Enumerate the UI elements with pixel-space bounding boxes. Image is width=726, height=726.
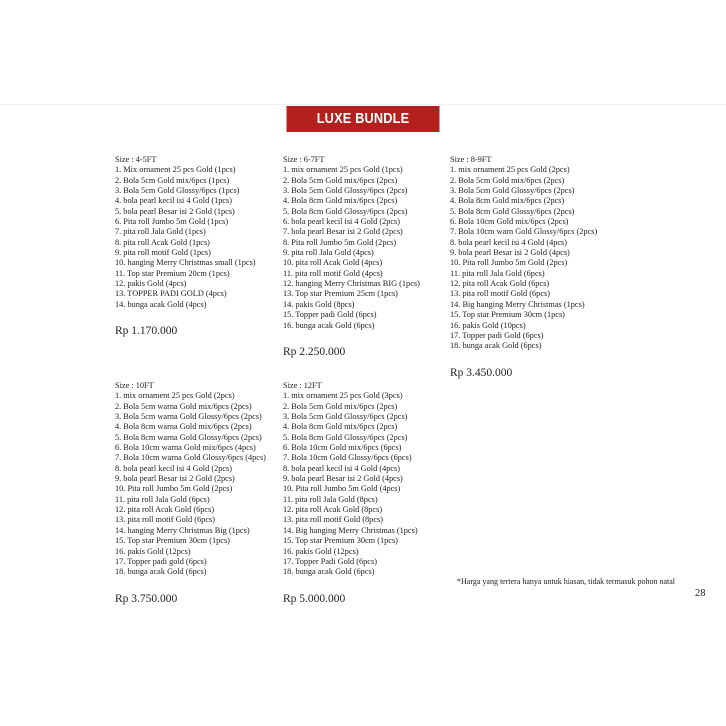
list-item: 5. Bola 8cm Gold Glossy/6pcs (2pcs) bbox=[283, 206, 408, 216]
list-item: 16. pakis Gold (10pcs) bbox=[450, 320, 526, 330]
list-item: 1. mix ornament 25 pcs Gold (2pcs) bbox=[450, 165, 570, 175]
list-item: 9. bola pearl Besar isi 2 Gold (4pcs) bbox=[283, 474, 403, 484]
list-item: 6. Bola 10cm Gold mix/6pcs (2pcs) bbox=[450, 217, 569, 227]
list-item: 2. Bola 5cm Gold mix/6pcs (2pcs) bbox=[450, 175, 565, 185]
list-item: 17. Topper Padi Gold (6pcs) bbox=[283, 556, 377, 566]
list-item: 9. pita roll Jala Gold (4pcs) bbox=[283, 248, 374, 258]
list-item: 10. pita roll Acak Gold (4pcs) bbox=[283, 258, 383, 268]
price: Rp 1.170.000 bbox=[115, 325, 178, 338]
list-item: 15. Top star Premium 30cm (1pcs) bbox=[115, 536, 230, 546]
list-item: 8. Pita roll Jumbo 5m Gold (2pcs) bbox=[283, 237, 397, 247]
list-item: 14. Big hanging Merry Christmas (1pcs) bbox=[283, 525, 418, 535]
list-item: 11. pita roll Jala Gold (6pcs) bbox=[450, 268, 545, 278]
list-item: 2. Bola 5cm Gold mix/6pcs (2pcs) bbox=[283, 401, 398, 411]
list-item: 4. Bola 8cm Gold mix/6pcs (2pcs) bbox=[283, 196, 398, 206]
list-item: 8. bola pearl kecil isi 4 Gold (4pcs) bbox=[450, 237, 568, 247]
list-item: 12. pita roll Acak Gold (6pcs) bbox=[450, 279, 550, 289]
list-item: 18. bunga acak Gold (6pcs) bbox=[283, 567, 375, 577]
list-item: 9. bola pearl Besar isi 2 Gold (2pcs) bbox=[115, 474, 235, 484]
footnote: *Harga yang tertera hanya untuk hiasan, tidak termasuk pohon natal bbox=[457, 577, 676, 586]
list-item: 3. Bola 5cm Gold Glossy/6pcs (2pcs) bbox=[283, 186, 408, 196]
list-item: 15. Topper padi Gold (6pcs) bbox=[283, 310, 377, 320]
list-item: 8. pita roll Acak Gold (1pcs) bbox=[115, 237, 210, 247]
list-item: 3. Bola 5cm warna Gold Glossy/6pcs (2pcs) bbox=[115, 412, 262, 422]
list-item: 11. pita roll Jala Gold (8pcs) bbox=[283, 494, 378, 504]
list-item: 15. Top star Premium 30cm (1pcs) bbox=[450, 310, 565, 320]
list-item: 3. Bola 5cm Gold Glossy/6pcs (2pcs) bbox=[283, 412, 408, 422]
list-item: 16. pakis Gold (12pcs) bbox=[115, 546, 191, 556]
item-list bbox=[115, 165, 256, 310]
bundle-6-7ft bbox=[283, 155, 420, 357]
list-item: 16. bunga acak Gold (6pcs) bbox=[283, 320, 375, 330]
list-item: 1. Mix ornament 25 pcs Gold (1pcs) bbox=[115, 165, 236, 175]
price: Rp 3.450.000 bbox=[450, 366, 513, 379]
list-item: 14. hanging Merry Christmas Big (1pcs) bbox=[115, 525, 250, 535]
bundle-12ft bbox=[283, 381, 418, 604]
header-divider bbox=[0, 104, 726, 105]
list-item: 6. Bola 10cm Gold mix/6pcs (6pcs) bbox=[283, 443, 402, 453]
page-title-banner: LUXE BUNDLE bbox=[287, 106, 440, 132]
list-item: 17. Topper padi Gold (6pcs) bbox=[450, 330, 544, 340]
list-item: 5. Bola 8cm Gold Glossy/6pcs (2pcs) bbox=[450, 206, 575, 216]
price: Rp 3.750.000 bbox=[115, 592, 178, 605]
list-item: 2. Bola 5cm warna Gold mix/6pcs (2pcs) bbox=[115, 401, 252, 411]
size-label: Size : 8-9FT bbox=[450, 155, 492, 164]
bundle-4-5ft bbox=[115, 155, 256, 337]
list-item: 7. Bola 10cm warna Gold Glossy/6pcs (4pcs) bbox=[115, 453, 266, 463]
list-item: 11. pita roll Jala Gold (6pcs) bbox=[115, 494, 210, 504]
list-item: 12. pita roll Acak Gold (8pcs) bbox=[283, 505, 383, 515]
list-item: 13. pita roll motif Gold (8pcs) bbox=[283, 515, 384, 525]
list-item: 13. Top star Premium 25cm (1pcs) bbox=[283, 289, 398, 299]
list-item: 10. Pita roll Jumbo 5m Gold (4pcs) bbox=[283, 484, 401, 494]
list-item: 5. Bola 8cm warna Gold Glossy/6pcs (2pcs) bbox=[115, 432, 262, 442]
list-item: 9. bola pearl Besar isi 2 Gold (4pcs) bbox=[450, 248, 570, 258]
list-item: 7. Bola 10cm Gold Glossy/6pcs (6pcs) bbox=[283, 453, 412, 463]
list-item: 6. Bola 10cm warna Gold mix/6pcs (4pcs) bbox=[115, 443, 256, 453]
bundle-10ft bbox=[115, 381, 266, 604]
list-item: 1. mix ornament 25 pcs Gold (3pcs) bbox=[283, 391, 403, 401]
list-item: 12. hanging Merry Christmas BIG (1pcs) bbox=[283, 279, 420, 289]
list-item: 10. hanging Merry Christmas small (1pcs) bbox=[115, 258, 256, 268]
list-item: 5. Bola 8cm Gold Glossy/6pcs (2pcs) bbox=[283, 432, 408, 442]
list-item: 15. Top star Premium 30cm (1pcs) bbox=[283, 536, 398, 546]
list-item: 16. pakis Gold (12pcs) bbox=[283, 546, 359, 556]
list-item: 1. mix ornament 25 pcs Gold (1pcs) bbox=[283, 165, 403, 175]
list-item: 10. Pita roll Jumbo 5m Gold (2pcs) bbox=[115, 484, 233, 494]
list-item: 2. Bola 5cm Gold mix/6pcs (1pcs) bbox=[115, 175, 230, 185]
list-item: 13. pita roll motif Gold (6pcs) bbox=[450, 289, 551, 299]
list-item: 7. Bola 10cm warn Gold Glossy/6pcs (2pcs) bbox=[450, 227, 598, 237]
list-item: 14. pakis Gold (8pcs) bbox=[283, 299, 355, 309]
list-item: 18. bunga acak Gold (6pcs) bbox=[115, 567, 207, 577]
page-number: 28 bbox=[695, 588, 706, 599]
list-item: 14. bunga acak Gold (4pcs) bbox=[115, 299, 207, 309]
list-item: 6. Pita roll Jumbo 5m Gold (1pcs) bbox=[115, 217, 229, 227]
list-item: 4. bola pearl kecil isi 4 Gold (1pcs) bbox=[115, 196, 233, 206]
list-item: 7. bola pearl Besar isi 2 Gold (2pcs) bbox=[283, 227, 403, 237]
size-label: Size : 10FT bbox=[115, 381, 154, 390]
item-list bbox=[283, 391, 418, 577]
list-item: 12. pakis Gold (4pcs) bbox=[115, 279, 187, 289]
list-item: 9. pita roll motif Gold (1pcs) bbox=[115, 248, 211, 258]
list-item: 11. pita roll motif Gold (4pcs) bbox=[283, 268, 383, 278]
list-item: 14. Big hanging Merry Christmas (1pcs) bbox=[450, 299, 585, 309]
bundle-8-9ft bbox=[450, 155, 597, 378]
list-item: 11. Top star Premium 20cm (1pcs) bbox=[115, 268, 230, 278]
size-label: Size : 12FT bbox=[283, 381, 322, 390]
list-item: 17. Topper padi gold (6pcs) bbox=[115, 556, 207, 566]
price: Rp 5.000.000 bbox=[283, 592, 346, 605]
item-list bbox=[115, 391, 266, 577]
list-item: 2. Bola 5cm Gold mix/6pcs (2pcs) bbox=[283, 175, 398, 185]
list-item: 4. Bola 8cm warna Gold mix/6pcs (2pcs) bbox=[115, 422, 252, 432]
list-item: 7. pita roll Jala Gold (1pcs) bbox=[115, 227, 206, 237]
list-item: 12. pita roll Acak Gold (6pcs) bbox=[115, 505, 215, 515]
list-item: 13. TOPPER PADI GOLD (4pcs) bbox=[115, 289, 227, 299]
list-item: 6. bola pearl kecil isi 4 Gold (2pcs) bbox=[283, 217, 401, 227]
list-item: 3. Bola 5cm Gold Glossy/6pcs (1pcs) bbox=[115, 186, 240, 196]
item-list bbox=[450, 165, 597, 351]
list-item: 13. pita roll motif Gold (6pcs) bbox=[115, 515, 216, 525]
list-item: 10. Pita roll Jumbo 5m Gold (2pcs) bbox=[450, 258, 568, 268]
list-item: 4. Bola 8cm Gold mix/6pcs (2pcs) bbox=[283, 422, 398, 432]
list-item: 4. Bola 8cm Gold mix/6pcs (2pcs) bbox=[450, 196, 565, 206]
list-item: 8. bola pearl kecil isi 4 Gold (4pcs) bbox=[283, 463, 401, 473]
list-item: 1. mix ornament 25 pcs Gold (2pcs) bbox=[115, 391, 235, 401]
size-label: Size : 4-5FT bbox=[115, 155, 157, 164]
list-item: 3. Bola 5cm Gold Glossy/6pcs (2pcs) bbox=[450, 186, 575, 196]
list-item: 8. bola pearl kecil isi 4 Gold (2pcs) bbox=[115, 463, 233, 473]
size-label: Size : 6-7FT bbox=[283, 155, 325, 164]
price: Rp 2.250.000 bbox=[283, 345, 346, 358]
list-item: 5. bola pearl Besar isi 2 Gold (1pcs) bbox=[115, 206, 235, 216]
item-list bbox=[283, 165, 420, 331]
list-item: 18. bunga acak Gold (6pcs) bbox=[450, 341, 542, 351]
